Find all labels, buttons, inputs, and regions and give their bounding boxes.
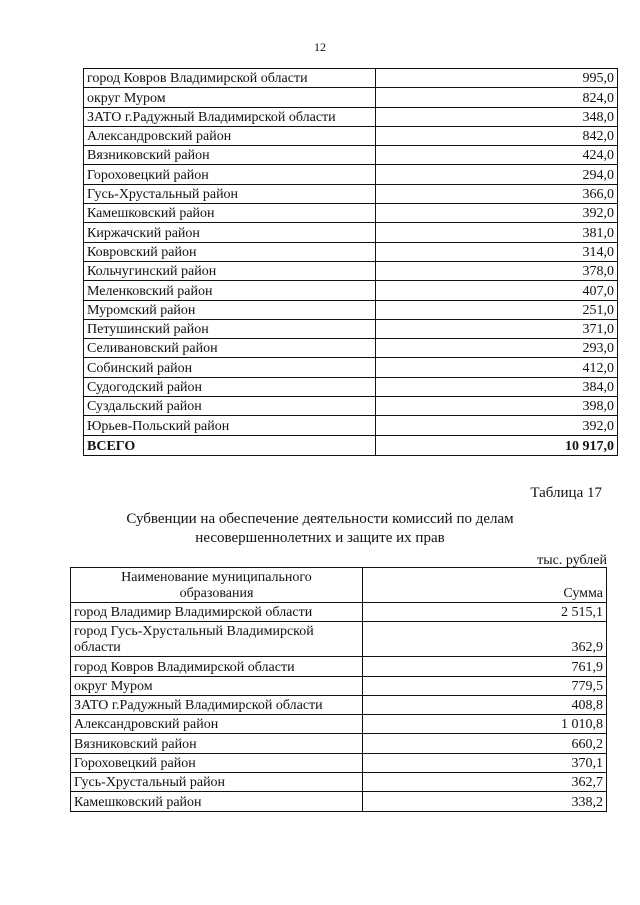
table-row xyxy=(71,676,607,695)
table-row xyxy=(71,657,607,676)
municipality-name: Камешковский район xyxy=(71,792,363,811)
table-row xyxy=(71,773,607,792)
table-row xyxy=(71,695,607,714)
municipality-name: округ Муром xyxy=(71,676,363,695)
amount-value: 424,0 xyxy=(376,146,618,165)
table-row xyxy=(71,715,607,734)
municipality-name: Кольчугинский район xyxy=(84,261,376,280)
amount-value: 408,8 xyxy=(363,695,607,714)
amount-value: 338,2 xyxy=(363,792,607,811)
amount-value: 362,9 xyxy=(363,622,607,657)
table-number: Таблица 17 xyxy=(530,485,602,501)
municipality-name: Киржачский район xyxy=(84,223,376,242)
table-row xyxy=(84,126,618,145)
table-row xyxy=(71,622,607,657)
header-name-cell xyxy=(71,568,363,603)
municipality-name: Муромский район xyxy=(84,300,376,319)
table-row xyxy=(84,223,618,242)
amount-value: 381,0 xyxy=(376,223,618,242)
municipality-name: Юрьев-Польский район xyxy=(84,416,376,435)
header-sum-cell: Сумма xyxy=(363,568,607,603)
amount-value: 371,0 xyxy=(376,319,618,338)
table-row xyxy=(84,377,618,396)
municipality-name: город Владимир Владимирской области xyxy=(71,603,363,622)
amount-value: 407,0 xyxy=(376,281,618,300)
table-row xyxy=(71,753,607,772)
municipality-name: Гороховецкий район xyxy=(71,753,363,772)
page-number: 12 xyxy=(314,40,326,54)
amount-value: 294,0 xyxy=(376,165,618,184)
table-row xyxy=(84,319,618,338)
header-name-line-2: образования xyxy=(179,586,254,601)
amount-value: 824,0 xyxy=(376,88,618,107)
header-name-line-1: Наименование муниципального xyxy=(121,570,312,585)
municipality-name: Вязниковский район xyxy=(84,146,376,165)
municipality-name: Александровский район xyxy=(84,126,376,145)
amount-value: 366,0 xyxy=(376,184,618,203)
municipality-name: Гороховецкий район xyxy=(84,165,376,184)
amount-value: 370,1 xyxy=(363,753,607,772)
amount-value: 779,5 xyxy=(363,676,607,695)
municipality-name: Селивановский район xyxy=(84,339,376,358)
table-row xyxy=(84,107,618,126)
municipality-name: Ковровский район xyxy=(84,242,376,261)
municipality-name: город Ковров Владимирской области xyxy=(71,657,363,676)
table-row xyxy=(84,69,618,88)
table-row xyxy=(71,603,607,622)
amount-value: 2 515,1 xyxy=(363,603,607,622)
municipality-name: Меленковский район xyxy=(84,281,376,300)
total-label: ВСЕГО xyxy=(84,435,376,455)
municipality-name: ЗАТО г.Радужный Владимирской области xyxy=(71,695,363,714)
table-row xyxy=(84,184,618,203)
amount-value: 251,0 xyxy=(376,300,618,319)
amount-value: 392,0 xyxy=(376,204,618,223)
municipality-name-line-1: город Гусь-Хрустальный Владимирской xyxy=(74,624,314,640)
table-row xyxy=(71,734,607,753)
table-row xyxy=(84,204,618,223)
table-row xyxy=(71,792,607,811)
municipality-name: Гусь-Хрустальный район xyxy=(71,773,363,792)
total-row xyxy=(84,435,618,455)
table-row xyxy=(84,339,618,358)
amount-value: 314,0 xyxy=(376,242,618,261)
amount-value: 842,0 xyxy=(376,126,618,145)
municipality-name: ЗАТО г.Радужный Владимирской области xyxy=(84,107,376,126)
total-value: 10 917,0 xyxy=(376,435,618,455)
amount-value: 761,9 xyxy=(363,657,607,676)
municipality-name: Камешковский район xyxy=(84,204,376,223)
amount-value: 378,0 xyxy=(376,261,618,280)
municipality-name: Собинский район xyxy=(84,358,376,377)
table-row xyxy=(84,146,618,165)
amount-value: 384,0 xyxy=(376,377,618,396)
municipality-name-line-2: области xyxy=(74,640,121,656)
municipality-name: Судогодский район xyxy=(84,377,376,396)
table-row xyxy=(84,242,618,261)
table-row xyxy=(84,88,618,107)
table-1 xyxy=(83,68,618,456)
amount-value: 398,0 xyxy=(376,397,618,416)
table-caption xyxy=(0,510,640,548)
table-2 xyxy=(70,567,607,812)
amount-value: 392,0 xyxy=(376,416,618,435)
municipality-name: округ Муром xyxy=(84,88,376,107)
amount-value: 995,0 xyxy=(376,69,618,88)
amount-value: 293,0 xyxy=(376,339,618,358)
caption-line-2: несовершеннолетних и защите их прав xyxy=(195,530,445,546)
municipality-name: Суздальский район xyxy=(84,397,376,416)
table-row xyxy=(84,261,618,280)
amount-value: 412,0 xyxy=(376,358,618,377)
units-label: тыс. рублей xyxy=(537,553,607,568)
table-row xyxy=(84,165,618,184)
table-row xyxy=(84,397,618,416)
municipality-name: Гусь-Хрустальный район xyxy=(84,184,376,203)
table-row xyxy=(84,358,618,377)
municipality-name: Александровский район xyxy=(71,715,363,734)
amount-value: 348,0 xyxy=(376,107,618,126)
amount-value: 362,7 xyxy=(363,773,607,792)
table-header-row xyxy=(71,568,607,603)
municipality-name: Петушинский район xyxy=(84,319,376,338)
table-row xyxy=(84,281,618,300)
amount-value: 1 010,8 xyxy=(363,715,607,734)
caption-line-1: Субвенции на обеспечение деятельности комиссий по делам xyxy=(126,511,514,527)
amount-value: 660,2 xyxy=(363,734,607,753)
table-row xyxy=(84,300,618,319)
municipality-name: Вязниковский район xyxy=(71,734,363,753)
municipality-name xyxy=(71,622,363,657)
municipality-name: город Ковров Владимирской области xyxy=(84,69,376,88)
table-row xyxy=(84,416,618,435)
